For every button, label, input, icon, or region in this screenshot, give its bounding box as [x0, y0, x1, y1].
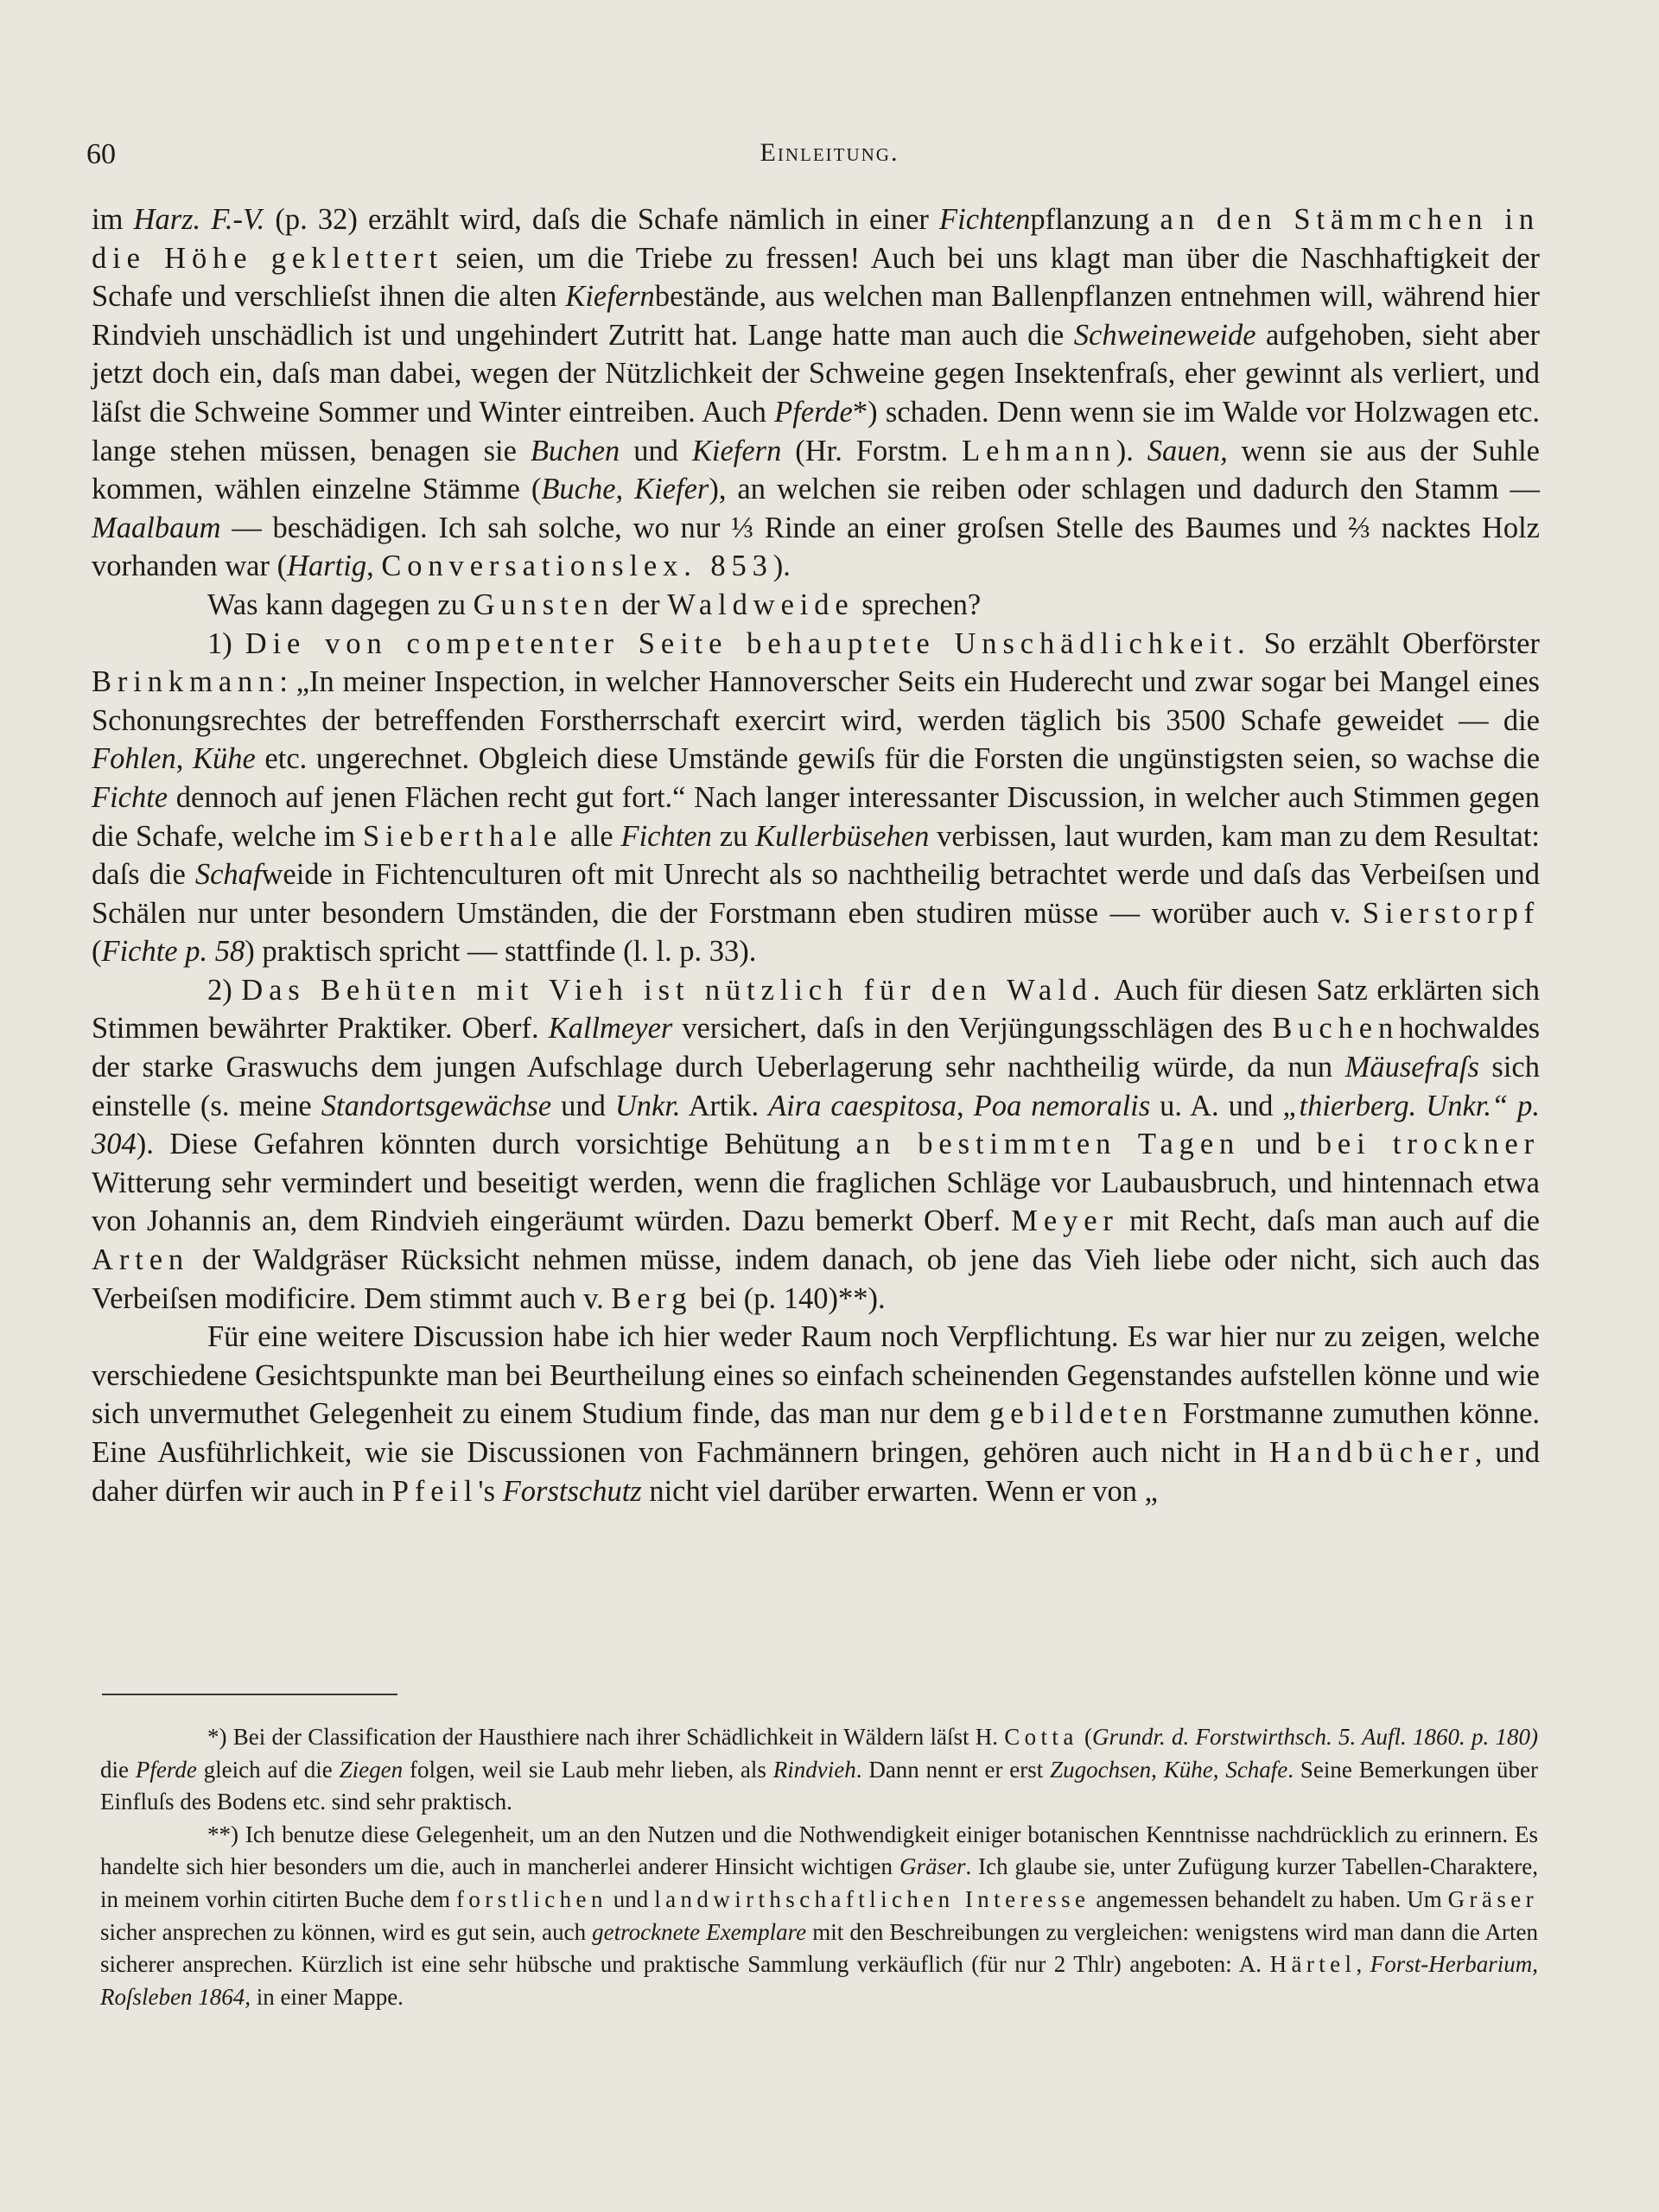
page-number: 60 [86, 138, 116, 170]
paragraph-1: im Harz. F.-V. (p. 32) erzählt wird, daſs die Schafe nämlich in einer Fichtenpflanzung an den Stämmchen in die Höhe geklettert seien, um die Triebe zu fressen! Auch bei uns klagt man über die Naschhaftigkeit der Schafe und verschlieſst ihnen die alten Kiefernbestände, aus welchen man Ballenpflanzen entnehmen will, während hier Rindvieh unschädlich ist und ungehindert Zutritt hat. Lange hatte man auch die Schweineweide aufgehoben, sieht aber jetzt doch ein, daſs man dabei, wegen der Nützlichkeit der Schweine gegen Insektenfraſs, eher gewinnt als verliert, und läſst die Schweine Sommer und Winter eintreiben. Auch Pferde*) schaden. Denn wenn sie im Walde vor Holzwagen etc. lange stehen müssen, benagen sie Buchen und Kiefern (Hr. Forstm. Lehmann). Sauen, wenn sie aus der Suhle kommen, wählen einzelne Stämme (Buche, Kiefer), an welchen sie reiben oder schlagen und dadurch den Stamm — Maalbaum — beschädigen. Ich sah solche, wo nur ⅓ Rinde an einer groſsen Stelle des Baumes und ⅔ nacktes Holz vorhanden war (Hartig, Conversationslex. 853). [92, 203, 1541, 583]
paragraph-3: 1) Die von competenter Seite behauptete Unschädlichkeit. So erzählt Oberförster Brinkmann: „In meiner Inspection, in welcher Hannoverscher Seits ein Huderecht und zwar sogar bei Mangel eines Schonungsrechtes der betreffenden Forstherrschaft exercirt wird, werden täglich bis 3500 Schafe geweidet — die Fohlen, Kühe etc. ungerechnet. Obgleich diese Umstände gewiſs für die Forsten die ungünstigsten seien, so wachse die Fichte dennoch auf jenen Flächen recht gut fort.“ Nach langer interessanter Discussion, in welcher auch Stimmen gegen die Schafe, welche im Sieberthale alle Fichten zu Kullerbüsehen verbissen, laut wurden, kam man zu dem Resultat: daſs die Schafweide in Fichtenculturen oft mit Unrecht als so nachtheilig betrachtet werde und daſs das Verbeiſsen und Schälen nur unter besondern Umständen, die der Forstmann eben studiren müsse — worüber auch v. Sierstorpf (Fichte p. 58) praktisch spricht — stattfinde (l. l. p. 33). [92, 626, 1541, 969]
main-text [92, 200, 1540, 1510]
footnotes [100, 1721, 1538, 2013]
paragraph-5: Für eine weitere Discussion habe ich hier weder Raum noch Verpflichtung. Es war hier nur zu zeigen, welche verschiedene Gesichtspunkte man bei Beurtheilung eines so einfach scheinenden Gegenstandes aufstellen könne und wie sich unvermuthet Gelegenheit zu einem Studium finde, das man nur dem gebildeten Forstmanne zumuthen könne. Eine Ausführlichkeit, wie sie Discussionen von Fachmännern bringen, gehören auch nicht in Handbücher, und daher dürfen wir auch in Pfeil's Forstschutz nicht viel darüber erwarten. Wenn er von „ [92, 1320, 1541, 1508]
footnote-rule [102, 1694, 397, 1695]
paragraph-4: 2) Das Behüten mit Vieh ist nützlich für den Wald. Auch für diesen Satz erklärten sich Stimmen bewährter Praktiker. Oberf. Kallmeyer versichert, daſs in den Verjüngungsschlägen des Buchenhochwaldes der starke Graswuchs dem jungen Aufschlage durch Ueberlagerung sehr nachtheilig würde, da nun Mäusefraſs sich einstelle (s. meine Standortsgewächse und Unkr. Artik. Aira caespitosa, Poa nemoralis u. A. und „thierberg. Unkr.“ p. 304). Diese Gefahren könnten durch vorsichtige Behütung an bestimmten Tagen und bei trockner Witterung sehr vermindert und beseitigt werden, wenn die fraglichen Schläge vor Laubausbruch, und hintennach etwa von Johannis an, dem Rindvieh eingeräumt würden. Dazu bemerkt Oberf. Meyer mit Recht, daſs man auch auf die Arten der Waldgräser Rücksicht nehmen müsse, indem danach, ob jene das Vieh liebe oder nicht, sich auch das Verbeiſsen modificire. Dem stimmt auch v. Berg bei (p. 140)**). [92, 973, 1541, 1315]
running-head: Einleitung. [760, 138, 899, 167]
paragraph-2: Was kann dagegen zu Gunsten der Waldweide sprechen? [207, 588, 982, 621]
footnote-2: **) Ich benutze diese Gelegenheit, um an den Nutzen und die Nothwendigkeit einiger botanischen Kenntnisse nachdrücklich zu erinnern. Es handelte sich hier besonders um die, auch in mancherlei anderer Hinsicht wichtigen Gräser. Ich glaube sie, unter Zufügung kurzer Tabellen-Charaktere, in meinem vorhin citirten Buche dem forstlichen und landwirthschaftlichen Interesse angemessen behandelt zu haben. Um Gräser sicher ansprechen zu können, wird es gut sein, auch getrocknete Exemplare mit den Beschreibungen zu vergleichen: wenigstens wird man dann die Arten sicherer ansprechen. Kürzlich ist eine sehr hübsche und praktische Sammlung verkäuflich (für nur 2 Thlr) angeboten: A. Härtel, Forst-Herbarium, Roſsleben 1864, in einer Mappe. [100, 1821, 1539, 2010]
footnote-1: *) Bei der Classification der Hausthiere nach ihrer Schädlichkeit in Wäldern läſst H. Cotta (Grundr. d. Forstwirthsch. 5. Aufl. 1860. p. 180) die Pferde gleich auf die Ziegen folgen, weil sie Laub mehr lieben, als Rindvieh. Dann nennt er erst Zugochsen, Kühe, Schafe. Seine Bemerkungen über Einfluſs des Bodens etc. sind sehr praktisch. [100, 1724, 1538, 1815]
